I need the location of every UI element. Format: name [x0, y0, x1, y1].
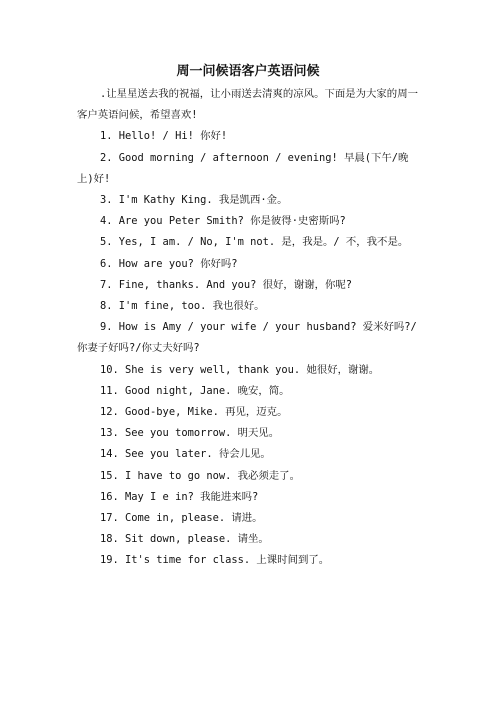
list-item: 1. Hello! / Hi! 你好!	[100, 130, 228, 143]
list-item: 12. Good-bye, Mike. 再见，迈克。	[100, 406, 288, 419]
list-item: 4. Are you Peter Smith? 你是彼得·史密斯吗?	[100, 215, 346, 228]
list-item: 14. See you later. 待会儿见。	[100, 448, 271, 461]
list-item: 11. Good night, Jane. 晚安，简。	[100, 384, 290, 397]
list-item: 16. May I e in? 我能进来吗?	[100, 490, 259, 503]
list-item: 18. Sit down, please. 请坐。	[100, 533, 269, 546]
list-item: 3. I'm Kathy King. 我是凯西·金。	[100, 194, 288, 207]
list-item: 13. See you tomorrow. 明天见。	[100, 427, 280, 440]
list-item: 7. Fine, thanks. And you? 很好，谢谢，你呢?	[100, 278, 353, 291]
intro-paragraph: .让星星送去我的祝福，让小雨送去清爽的凉风。下面是为大家的周一客户英语问候，希望喜欢!	[77, 88, 418, 122]
document-body	[77, 84, 419, 572]
list-item: 17. Come in, please. 请进。	[100, 512, 263, 525]
list-item: 5. Yes, I am. / No, I'm not. 是，我是。/ 不，我不是。	[100, 236, 409, 249]
list-item: 2. Good morning / afternoon / evening! 早晨(下午/晚上)好!	[77, 151, 409, 185]
list-item: 10. She is very well, thank you. 她很好，谢谢。	[100, 363, 380, 376]
list-item: 6. How are you? 你好吗?	[100, 257, 238, 270]
document-title: 周一问候语客户英语问候	[176, 64, 320, 79]
list-item: 8. I'm fine, too. 我也很好。	[100, 300, 265, 313]
list-item: 15. I have to go now. 我必须走了。	[100, 469, 300, 482]
list-item: 19. It's time for class. 上课时间到了。	[100, 554, 330, 567]
list-item: 9. How is Amy / your wife / your husband? 爱米好吗?/你妻子好吗?/你丈夫好吗?	[77, 321, 417, 355]
